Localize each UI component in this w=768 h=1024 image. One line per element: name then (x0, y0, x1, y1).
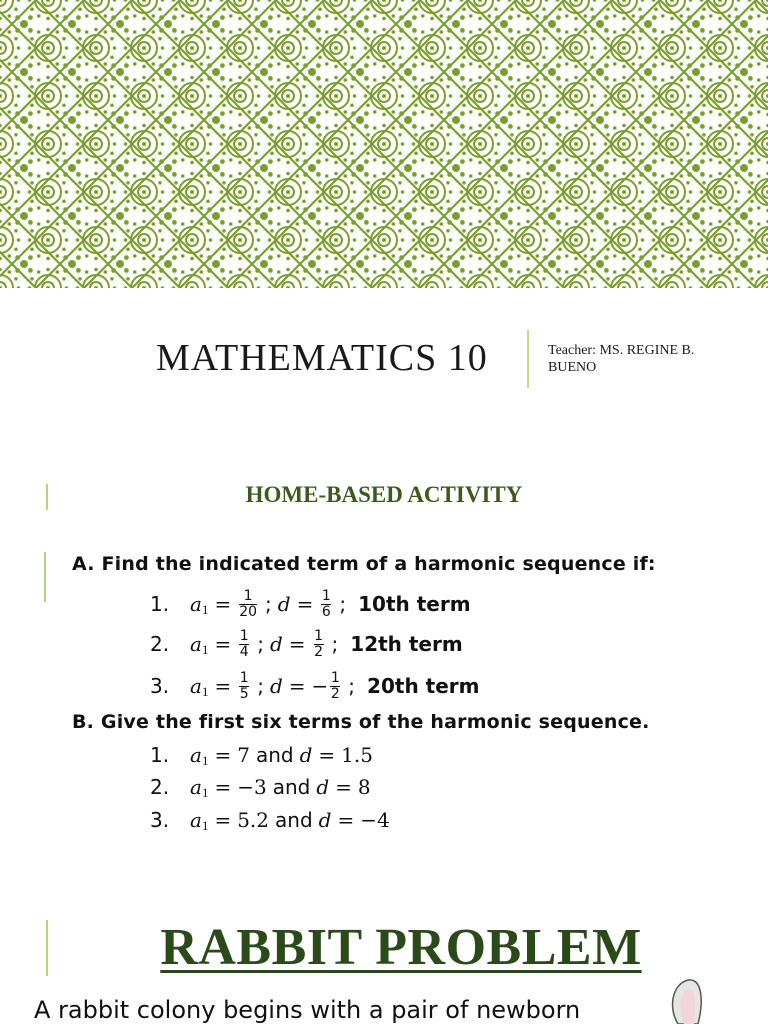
numerator: 1 (321, 587, 331, 604)
equals-sign: = (214, 743, 232, 767)
term-label: 20th term (367, 674, 480, 698)
semicolon: ; (339, 592, 347, 616)
variable-a: a (190, 674, 202, 698)
section-a-item (150, 624, 463, 664)
subscript: 1 (201, 684, 209, 699)
fraction-d (330, 671, 340, 702)
numerator: 1 (239, 627, 249, 644)
equals-sign: = (214, 808, 232, 832)
activity-title: HOME-BASED ACTIVITY (245, 482, 523, 507)
variable-d: d (299, 743, 313, 767)
term-label: 12th term (350, 632, 463, 656)
title-divider (527, 330, 529, 388)
numerator: 1 (243, 587, 253, 604)
semicolon: ; (257, 632, 264, 656)
accent-bar (44, 552, 46, 602)
equals-sign: = (296, 592, 314, 616)
section-a-item (150, 584, 471, 624)
section-b-item (150, 800, 390, 840)
semicolon: ; (265, 592, 272, 616)
equals-sign: = (214, 632, 232, 656)
subscript: 1 (201, 602, 209, 617)
pattern-banner (0, 0, 768, 288)
subscript: 1 (201, 753, 209, 768)
semicolon: ; (348, 674, 356, 698)
denominator: 6 (321, 603, 331, 620)
variable-d: d (269, 632, 283, 656)
variable-d: d (318, 808, 332, 832)
equals-sign: = (318, 743, 336, 767)
rabbit-ear-icon (660, 978, 720, 1024)
variable-a: a (190, 632, 202, 656)
denominator: 4 (239, 643, 249, 660)
fraction-a (239, 589, 257, 620)
denominator: 5 (239, 685, 249, 702)
variable-a: a (190, 808, 202, 832)
numerator: 1 (314, 627, 323, 644)
and-word: and (275, 808, 313, 832)
a-value: −3 (237, 775, 267, 799)
rabbit-problem-text: A rabbit colony begins with a pair of newborn (34, 996, 581, 1024)
decorative-pattern (0, 0, 768, 288)
term-label: 10th term (358, 592, 471, 616)
variable-a: a (190, 592, 202, 616)
item-number: 2. (150, 775, 170, 799)
variable-d: d (316, 775, 330, 799)
section-a-heading: A. Find the indicated term of a harmonic sequence if: (72, 553, 656, 575)
fraction-d (314, 629, 324, 660)
equals-sign: = (288, 674, 306, 698)
equals-sign: = (288, 632, 306, 656)
teacher-name: Teacher: MS. REGINE B. BUENO (548, 343, 695, 375)
section-a-item (150, 666, 479, 706)
fraction-d (321, 589, 331, 620)
numerator: 1 (330, 669, 340, 686)
section-b-heading: B. Give the first six terms of the harmonic sequence. (72, 711, 650, 733)
equals-sign: = (337, 808, 355, 832)
numerator: 1 (239, 669, 249, 686)
equals-sign: = (214, 592, 232, 616)
fraction-a (239, 671, 249, 702)
semicolon: ; (331, 632, 339, 656)
rabbit-title: RABBIT PROBLEM (160, 919, 642, 976)
item-number: 1. (150, 743, 170, 767)
item-number: 3. (150, 674, 170, 698)
variable-d: d (277, 592, 291, 616)
sign: − (311, 674, 329, 698)
d-value: −4 (360, 808, 390, 832)
variable-d: d (269, 674, 283, 698)
denominator: 20 (239, 603, 258, 620)
a-value: 5.2 (237, 808, 270, 832)
denominator: 2 (314, 643, 323, 660)
equals-sign: = (335, 775, 352, 799)
subscript: 1 (201, 818, 209, 833)
variable-a: a (190, 743, 202, 767)
fraction-a (239, 629, 249, 660)
denominator: 2 (330, 685, 340, 702)
and-word: and (272, 775, 311, 799)
and-word: and (255, 743, 294, 767)
d-value: 1.5 (341, 743, 373, 767)
slide-title: MATHEMATICS 10 (156, 337, 488, 379)
subscript: 1 (201, 642, 209, 657)
item-number: 3. (150, 808, 170, 832)
a-value: 7 (237, 743, 250, 767)
equals-sign: = (214, 775, 232, 799)
item-number: 2. (150, 632, 170, 656)
subscript: 1 (201, 785, 209, 800)
equals-sign: = (214, 674, 232, 698)
item-number: 1. (150, 592, 170, 616)
variable-a: a (190, 775, 202, 799)
semicolon: ; (257, 674, 264, 698)
d-value: 8 (357, 775, 371, 799)
